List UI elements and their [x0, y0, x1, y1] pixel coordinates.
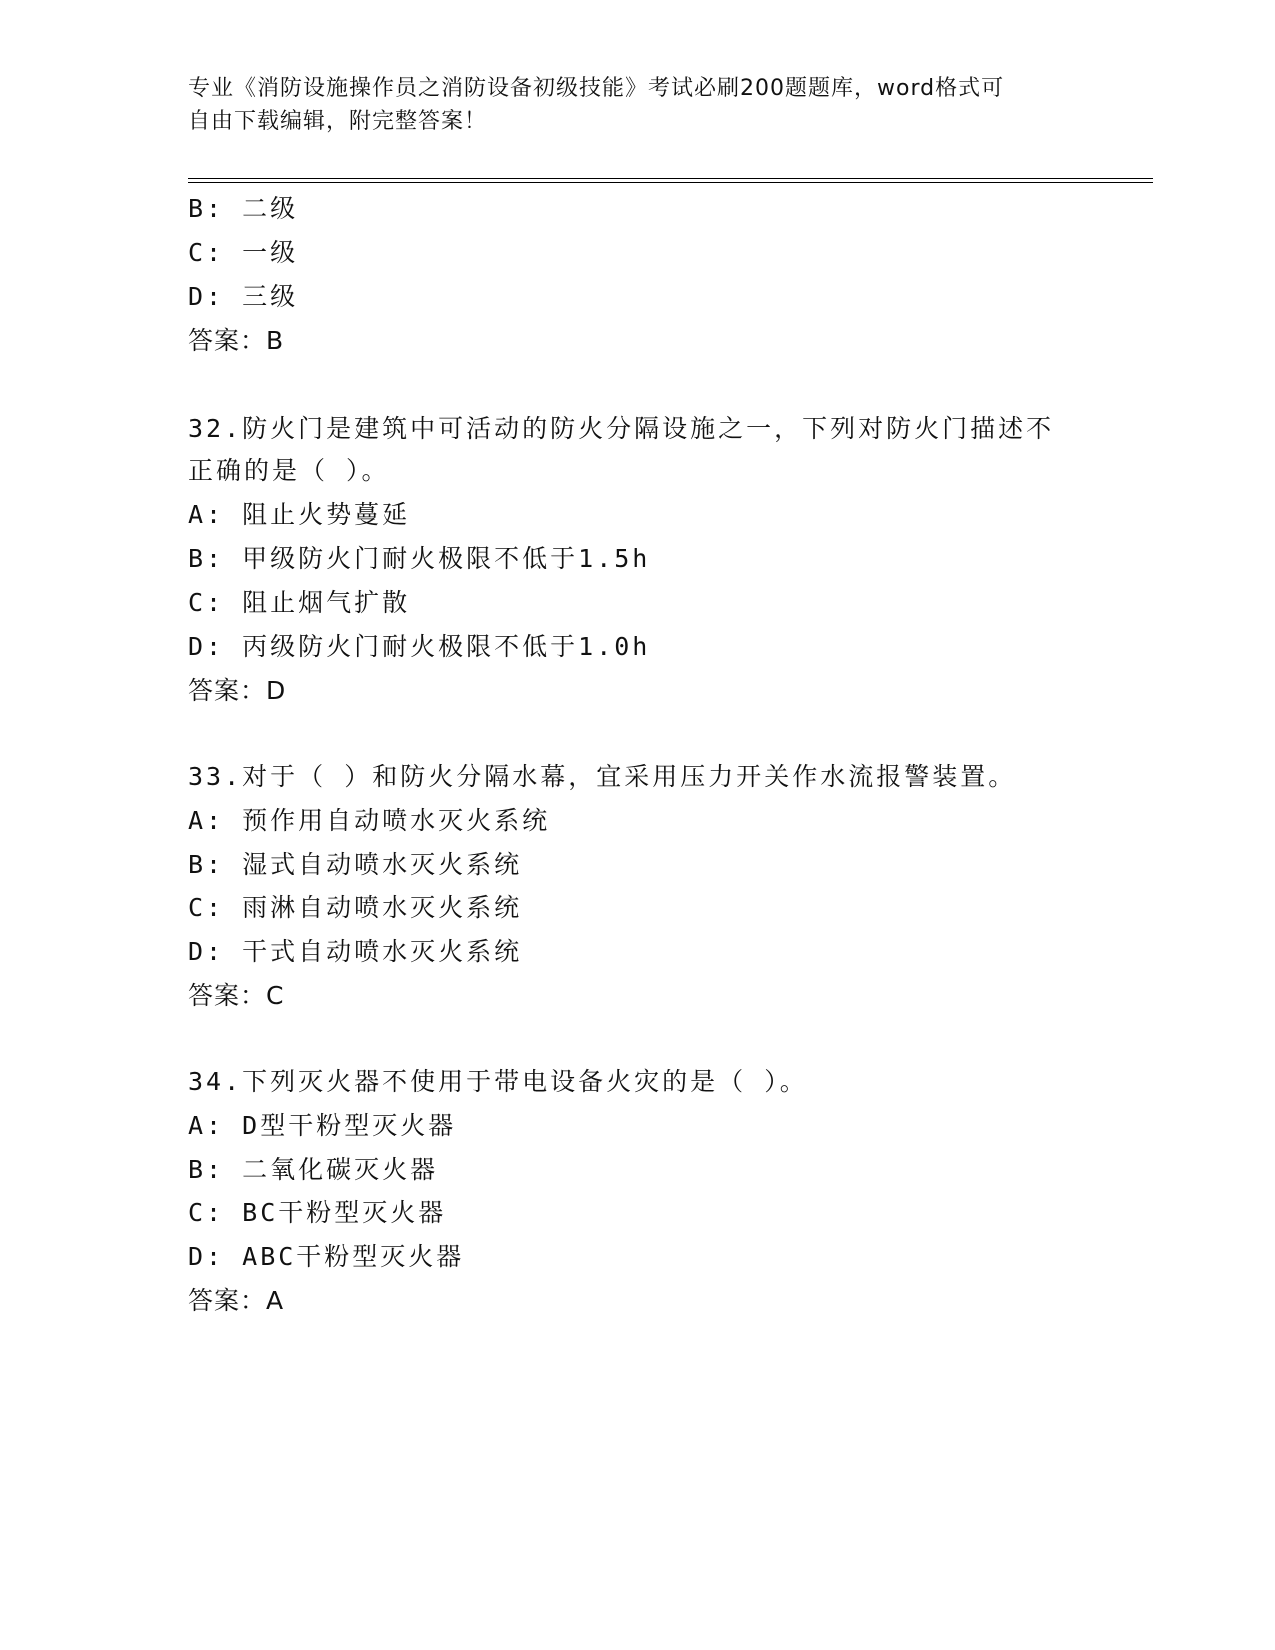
option-b: B: 湿式自动喷水灭火系统	[188, 850, 523, 879]
question-stem: 34.下列灭火器不使用于带电设备火灾的是（ ）。	[188, 1067, 808, 1096]
option-b: B: 二级	[188, 194, 299, 223]
option-c: C: 一级	[188, 238, 299, 267]
header-divider-bottom	[188, 182, 1153, 183]
option-c: C: 阻止烟气扩散	[188, 588, 411, 617]
option-c: C: BC干粉型灭火器	[188, 1198, 447, 1227]
option-b: B: 二氧化碳灭火器	[188, 1155, 439, 1184]
option-a: A: 阻止火势蔓延	[188, 500, 411, 529]
option-d: D: 三级	[188, 282, 299, 311]
option-a: A: 预作用自动喷水灭火系统	[188, 806, 551, 835]
answer-label: 答案：D	[188, 676, 287, 705]
document-header	[188, 72, 1088, 138]
question-stem: 32.防火门是建筑中可活动的防火分隔设施之一，下列对防火门描述不	[188, 414, 1055, 443]
option-c: C: 雨淋自动喷水灭火系统	[188, 893, 523, 922]
answer-label: 答案：B	[188, 326, 285, 355]
question-stem-continued: 正确的是（ ）。	[188, 456, 390, 485]
answer-label: 答案：C	[188, 981, 285, 1010]
question-stem: 33.对于（ ）和防火分隔水幕，宜采用压力开关作水流报警装置。	[188, 762, 1017, 791]
option-b: B: 甲级防火门耐火极限不低于1.5h	[188, 544, 651, 573]
header-line-1: 专业《消防设施操作员之消防设备初级技能》考试必刷200题题库，word格式可	[188, 76, 1005, 101]
header-line-2: 自由下载编辑，附完整答案！	[188, 109, 488, 134]
option-d: D: ABC干粉型灭火器	[188, 1242, 465, 1271]
header-divider-top	[188, 178, 1153, 179]
option-d: D: 丙级防火门耐火极限不低于1.0h	[188, 632, 651, 661]
answer-label: 答案：A	[188, 1286, 285, 1315]
option-a: A: D型干粉型灭火器	[188, 1111, 457, 1140]
option-d: D: 干式自动喷水灭火系统	[188, 937, 523, 966]
